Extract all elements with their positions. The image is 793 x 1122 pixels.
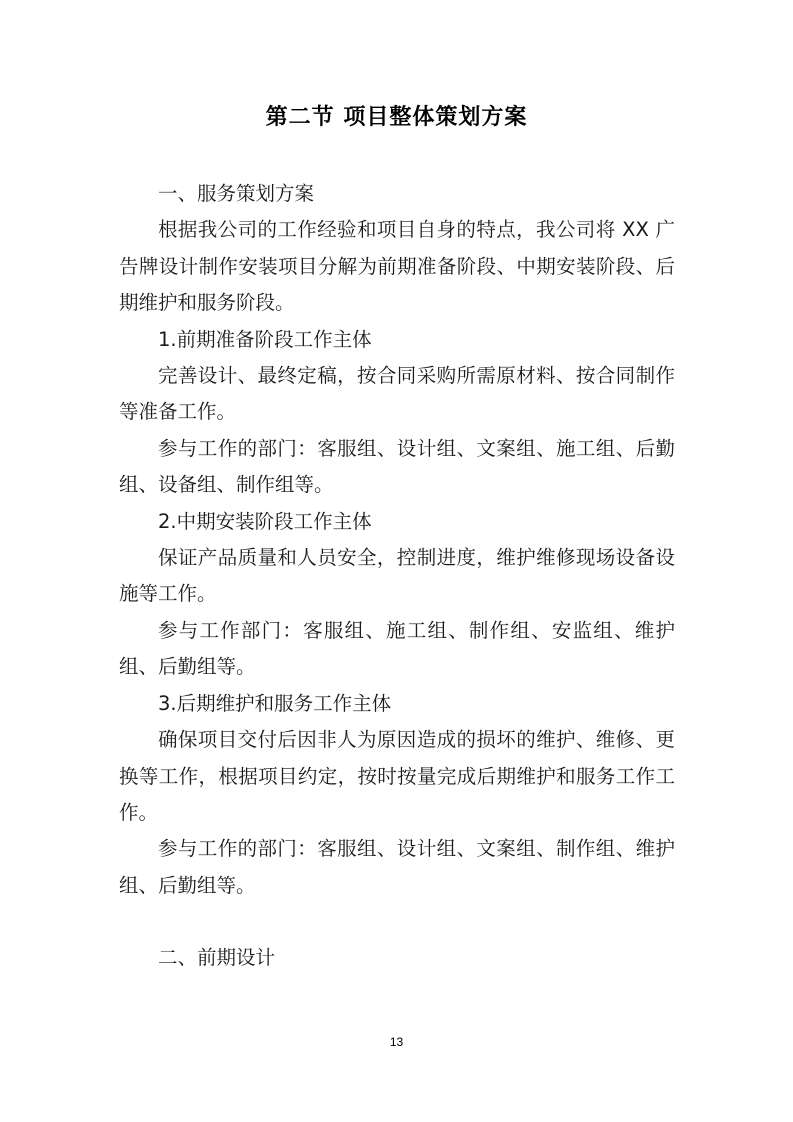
- section-heading-service-plan: 一、服务策划方案: [158, 182, 315, 205]
- section-intro: 根据我公司的工作经验和项目自身的特点，我公司将 XX 广告牌设计制作安装项目分解为前期准备阶段、中期安装阶段、后期维护和服务阶段。: [119, 218, 675, 315]
- stage-heading-installation: 2.中期安装阶段工作主体: [158, 509, 372, 533]
- page-title: 第二节 项目整体策划方案: [265, 105, 528, 130]
- stage-body-installation: 保证产品质量和人员安全，控制进度，维护维修现场设备设施等工作。: [119, 546, 675, 606]
- page-number: 13: [389, 1035, 404, 1049]
- section-heading-early-design: 二、前期设计: [158, 946, 276, 970]
- stage-heading-maintenance: 3.后期维护和服务工作主体: [158, 691, 392, 715]
- stage-departments-preparation: 参与工作的部门：客服组、设计组、文案组、施工组、后勤组、设备组、制作组等。: [119, 436, 675, 497]
- stage-departments-maintenance: 参与工作的部门：客服组、设计组、文案组、制作组、维护组、后勤组等。: [119, 837, 675, 897]
- document-body: [119, 176, 675, 977]
- stage-body-preparation: 完善设计、最终定稿，按合同采购所需原材料、按合同制作等准备工作。: [119, 364, 675, 424]
- stage-body-maintenance: 确保项目交付后因非人为原因造成的损坏的维护、维修、更换等工作，根据项目约定，按时按量完成后期维护和服务工作工作。: [119, 728, 675, 824]
- section-spacer: [119, 904, 675, 940]
- stage-heading-preparation: 1.前期准备阶段工作主体: [158, 327, 372, 351]
- stage-departments-installation: 参与工作部门：客服组、施工组、制作组、安监组、维护组、后勤组等。: [119, 618, 675, 679]
